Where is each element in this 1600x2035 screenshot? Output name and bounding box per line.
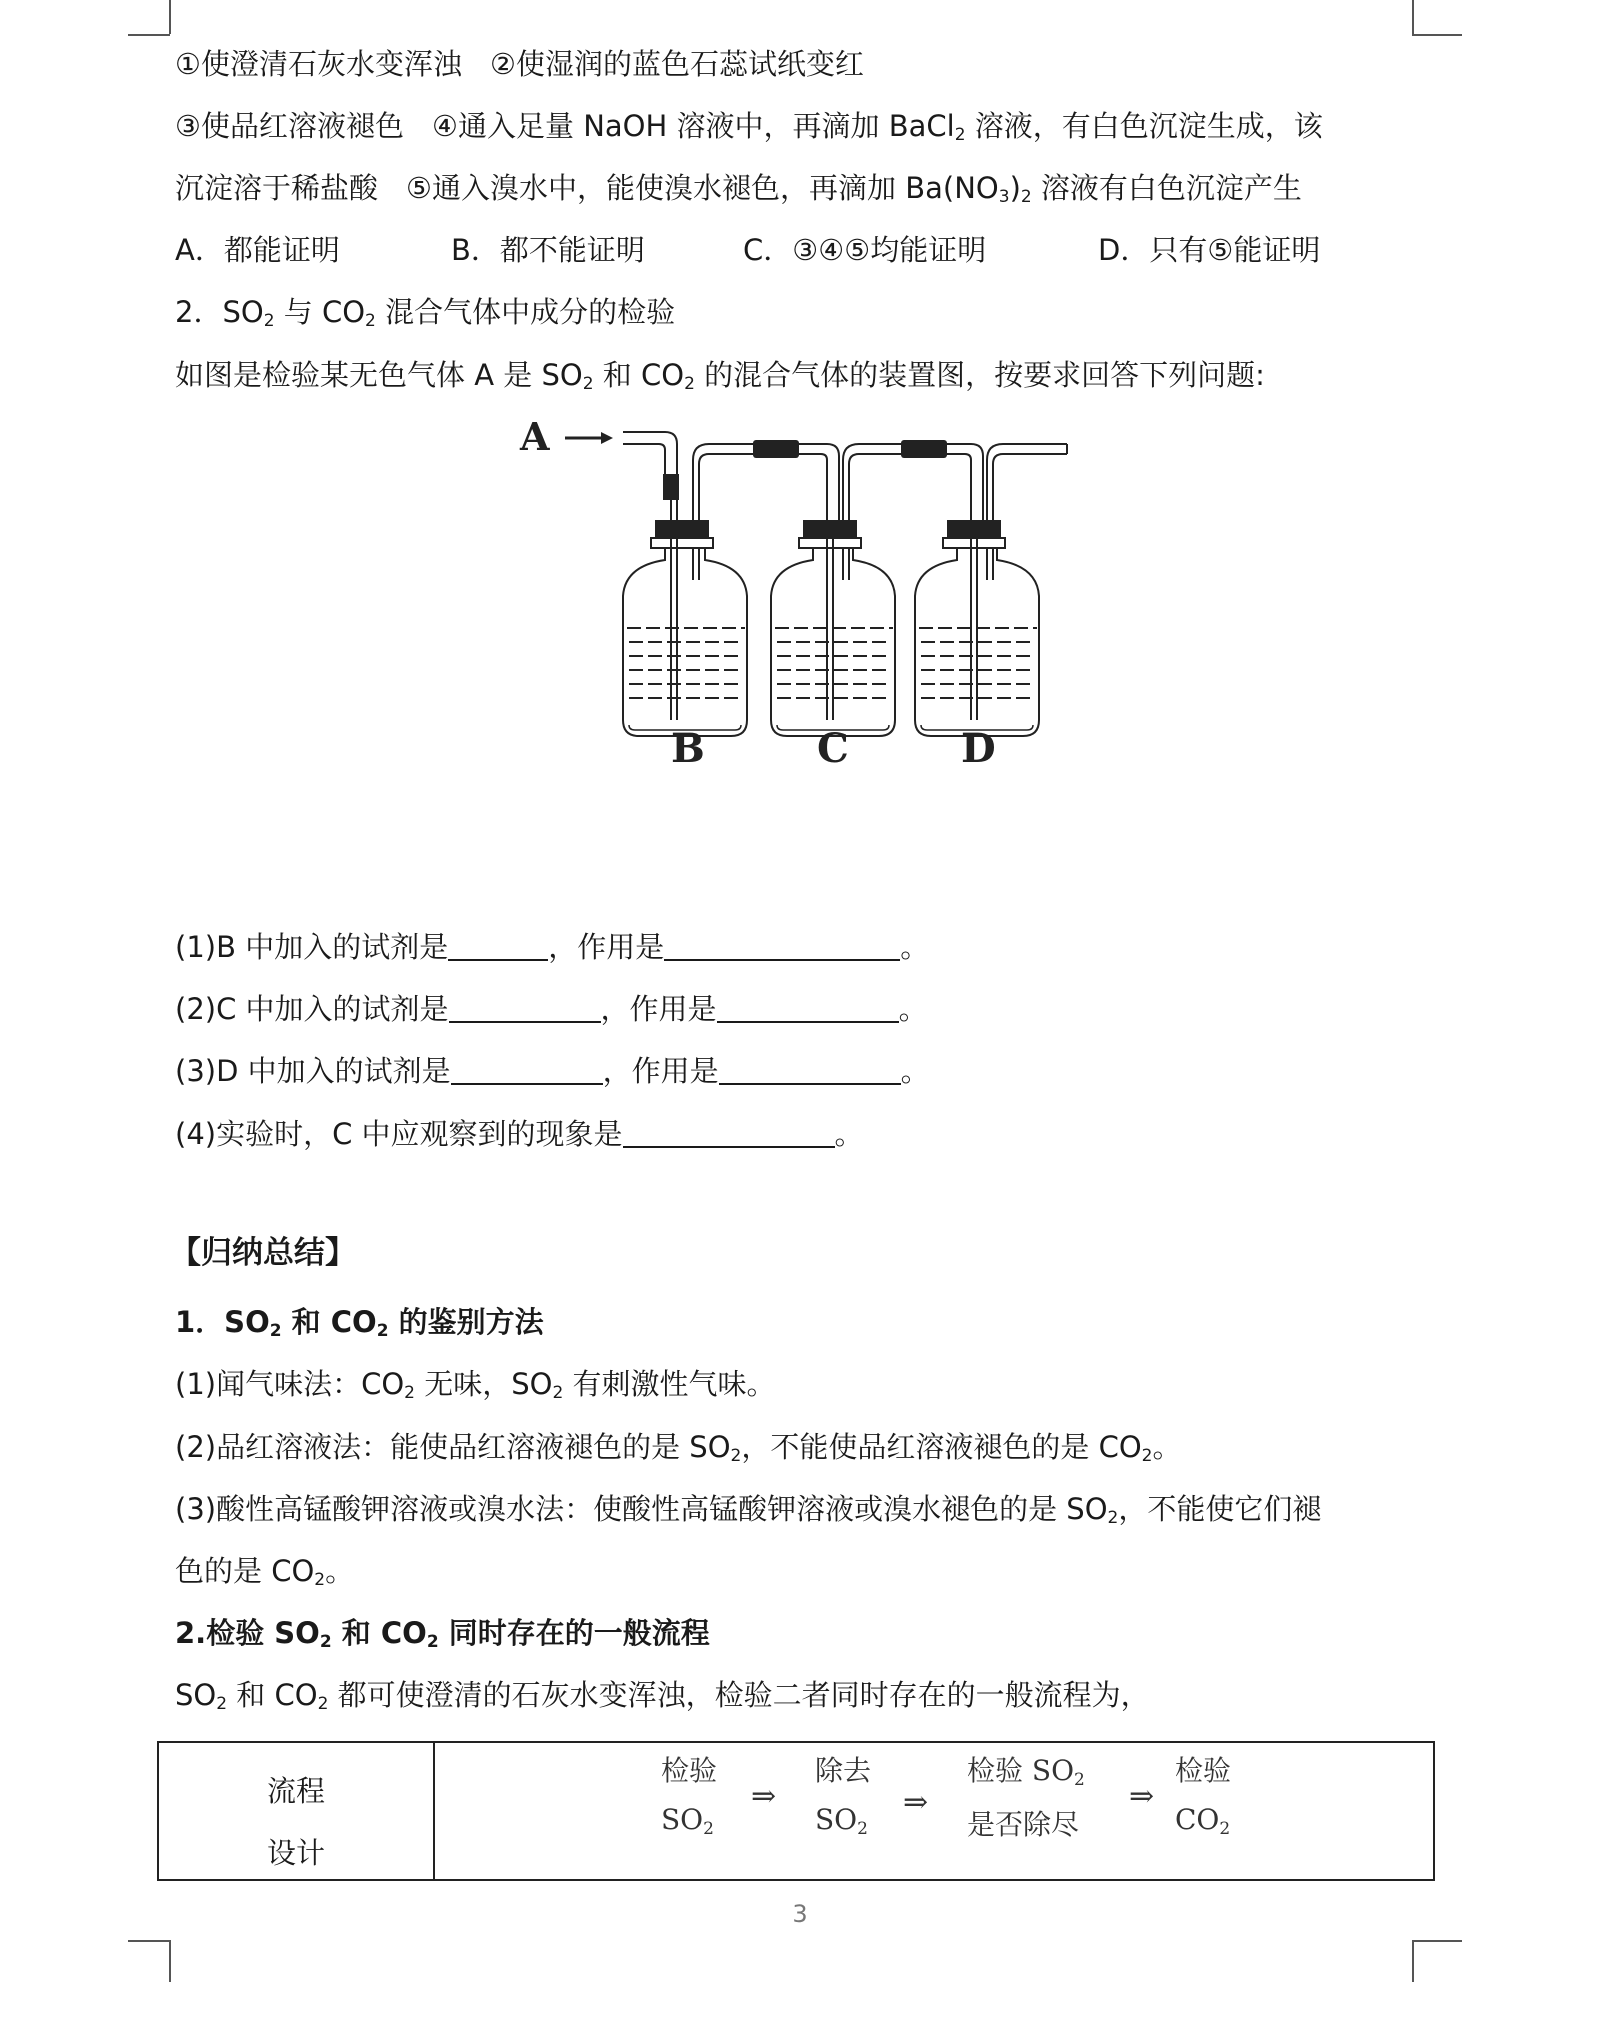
- bottle-label-c: C: [817, 725, 849, 765]
- q1-line3: 沉淀溶于稀盐酸 ⑤通入溴水中，能使溴水褪色，再滴加 $Ba(NO_3)_2$ 溶液有白色沉淀产生: [175, 171, 1302, 207]
- flow-arrow-icon: ⇒: [903, 1785, 929, 1820]
- crop-mark-bottom-right-h: [1412, 1940, 1462, 1942]
- flow-step-4: 检验 $CO_2$: [1175, 1754, 1232, 1839]
- inlet-arrow-head: [601, 432, 613, 444]
- summary-heading: 【归纳总结】: [170, 1235, 356, 1271]
- section2-intro: 如图是检验某无色气体 A 是 $SO_2$ 和 $CO_2$ 的混合气体的装置图，按要求回答下列问题:: [175, 358, 1265, 394]
- summary-p2: (2)品红溶液法：能使品红溶液褪色的是 $SO_2$，不能使品红溶液褪色的是 $CO_2$。: [175, 1430, 1182, 1466]
- inlet-label: A: [520, 420, 550, 459]
- gas-washing-apparatus-diagram: [505, 420, 1075, 765]
- option-c[interactable]: C．③④⑤均能证明: [743, 233, 987, 267]
- bottle-label-b: B: [671, 725, 705, 765]
- summary-p3: (3)酸性高锰酸钾溶液或溴水法：使酸性高锰酸钾溶液或溴水褪色的是 $SO_2$，不能使它们褪: [175, 1492, 1322, 1528]
- option-a[interactable]: A．都能证明: [175, 233, 340, 267]
- summary-s2-title: 2.检验 $SO_2$ 和 $CO_2$ 同时存在的一般流程: [175, 1616, 710, 1652]
- option-d[interactable]: D．只有⑤能证明: [1098, 233, 1321, 267]
- question-4: (4)实验时，C 中应观察到的现象是 。: [175, 1117, 864, 1151]
- question-3: (3)D 中加入的试剂是 ，作用是 。: [175, 1054, 930, 1088]
- crop-mark-top-right: [1412, 0, 1414, 34]
- answer-blank[interactable]: [448, 929, 548, 961]
- crop-mark-bottom-left: [169, 1940, 171, 1982]
- flow-step-2: 除去 $SO_2$: [815, 1754, 872, 1839]
- answer-blank[interactable]: [717, 991, 899, 1023]
- bottle-label-d: D: [961, 725, 996, 765]
- crop-mark-top-left: [169, 0, 171, 34]
- q1-item1: ①使澄清石灰水变浑浊: [175, 47, 462, 81]
- flow-step-1: 检验 $SO_2$: [661, 1754, 718, 1839]
- answer-blank[interactable]: [451, 1053, 603, 1085]
- option-b[interactable]: B．都不能证明: [451, 233, 645, 267]
- crop-mark-top-right-h: [1412, 34, 1462, 36]
- flow-arrow-icon: ⇒: [1129, 1779, 1155, 1814]
- flow-arrow-icon: ⇒: [751, 1779, 777, 1814]
- q1-line2: ③使品红溶液褪色 ④通入足量 NaOH 溶液中，再滴加 BaCl$_2$ 溶液，有白色沉淀生成，该: [175, 109, 1323, 145]
- flow-label-line2: 设计: [266, 1836, 325, 1870]
- crop-mark-top-left-h: [128, 34, 170, 36]
- section2-title: 2．$SO_2$ 与 $CO_2$ 混合气体中成分的检验: [175, 295, 676, 331]
- crop-mark-bottom-right: [1412, 1940, 1414, 1982]
- page-number: 3: [792, 1900, 808, 1928]
- flow-label-line1: 流程: [266, 1774, 325, 1808]
- flow-steps-cell: [435, 1743, 1433, 1879]
- summary-p3-line2: 色的是 $CO_2$。: [175, 1554, 355, 1590]
- answer-blank[interactable]: [719, 1053, 901, 1085]
- summary-p1: (1)闻气味法：$CO_2$ 无味，$SO_2$ 有刺激性气味。: [175, 1367, 776, 1403]
- q1-item2: ②使湿润的蓝色石蕊试纸变红: [490, 47, 864, 81]
- summary-p4: $SO_2$ 和 $CO_2$ 都可使澄清的石灰水变浑浊，检验二者同时存在的一般流程为，: [175, 1678, 1150, 1714]
- crop-mark-bottom-left-h: [128, 1940, 170, 1942]
- answer-blank[interactable]: [623, 1116, 835, 1148]
- answer-blank[interactable]: [449, 991, 601, 1023]
- flow-design-table: [157, 1741, 1435, 1881]
- q1-options: [175, 230, 1320, 270]
- flow-step-3: 检验 $SO_2$ 是否除尽: [967, 1754, 1085, 1841]
- question-2: (2)C 中加入的试剂是 ，作用是 。: [175, 992, 928, 1026]
- flow-table-label-cell: [159, 1743, 435, 1879]
- q1-item3: ③使品红溶液褪色: [175, 109, 404, 143]
- question-1: (1)B 中加入的试剂是 ，作用是 。: [175, 930, 930, 964]
- rubber-joint-bc: [753, 440, 799, 458]
- rubber-joint-cd: [901, 440, 947, 458]
- q1-line1: [175, 44, 864, 84]
- rubber-joint-inlet: [663, 474, 679, 500]
- summary-s1-title: 1．$SO_2$ 和 $CO_2$ 的鉴别方法: [175, 1305, 544, 1341]
- answer-blank[interactable]: [664, 929, 900, 961]
